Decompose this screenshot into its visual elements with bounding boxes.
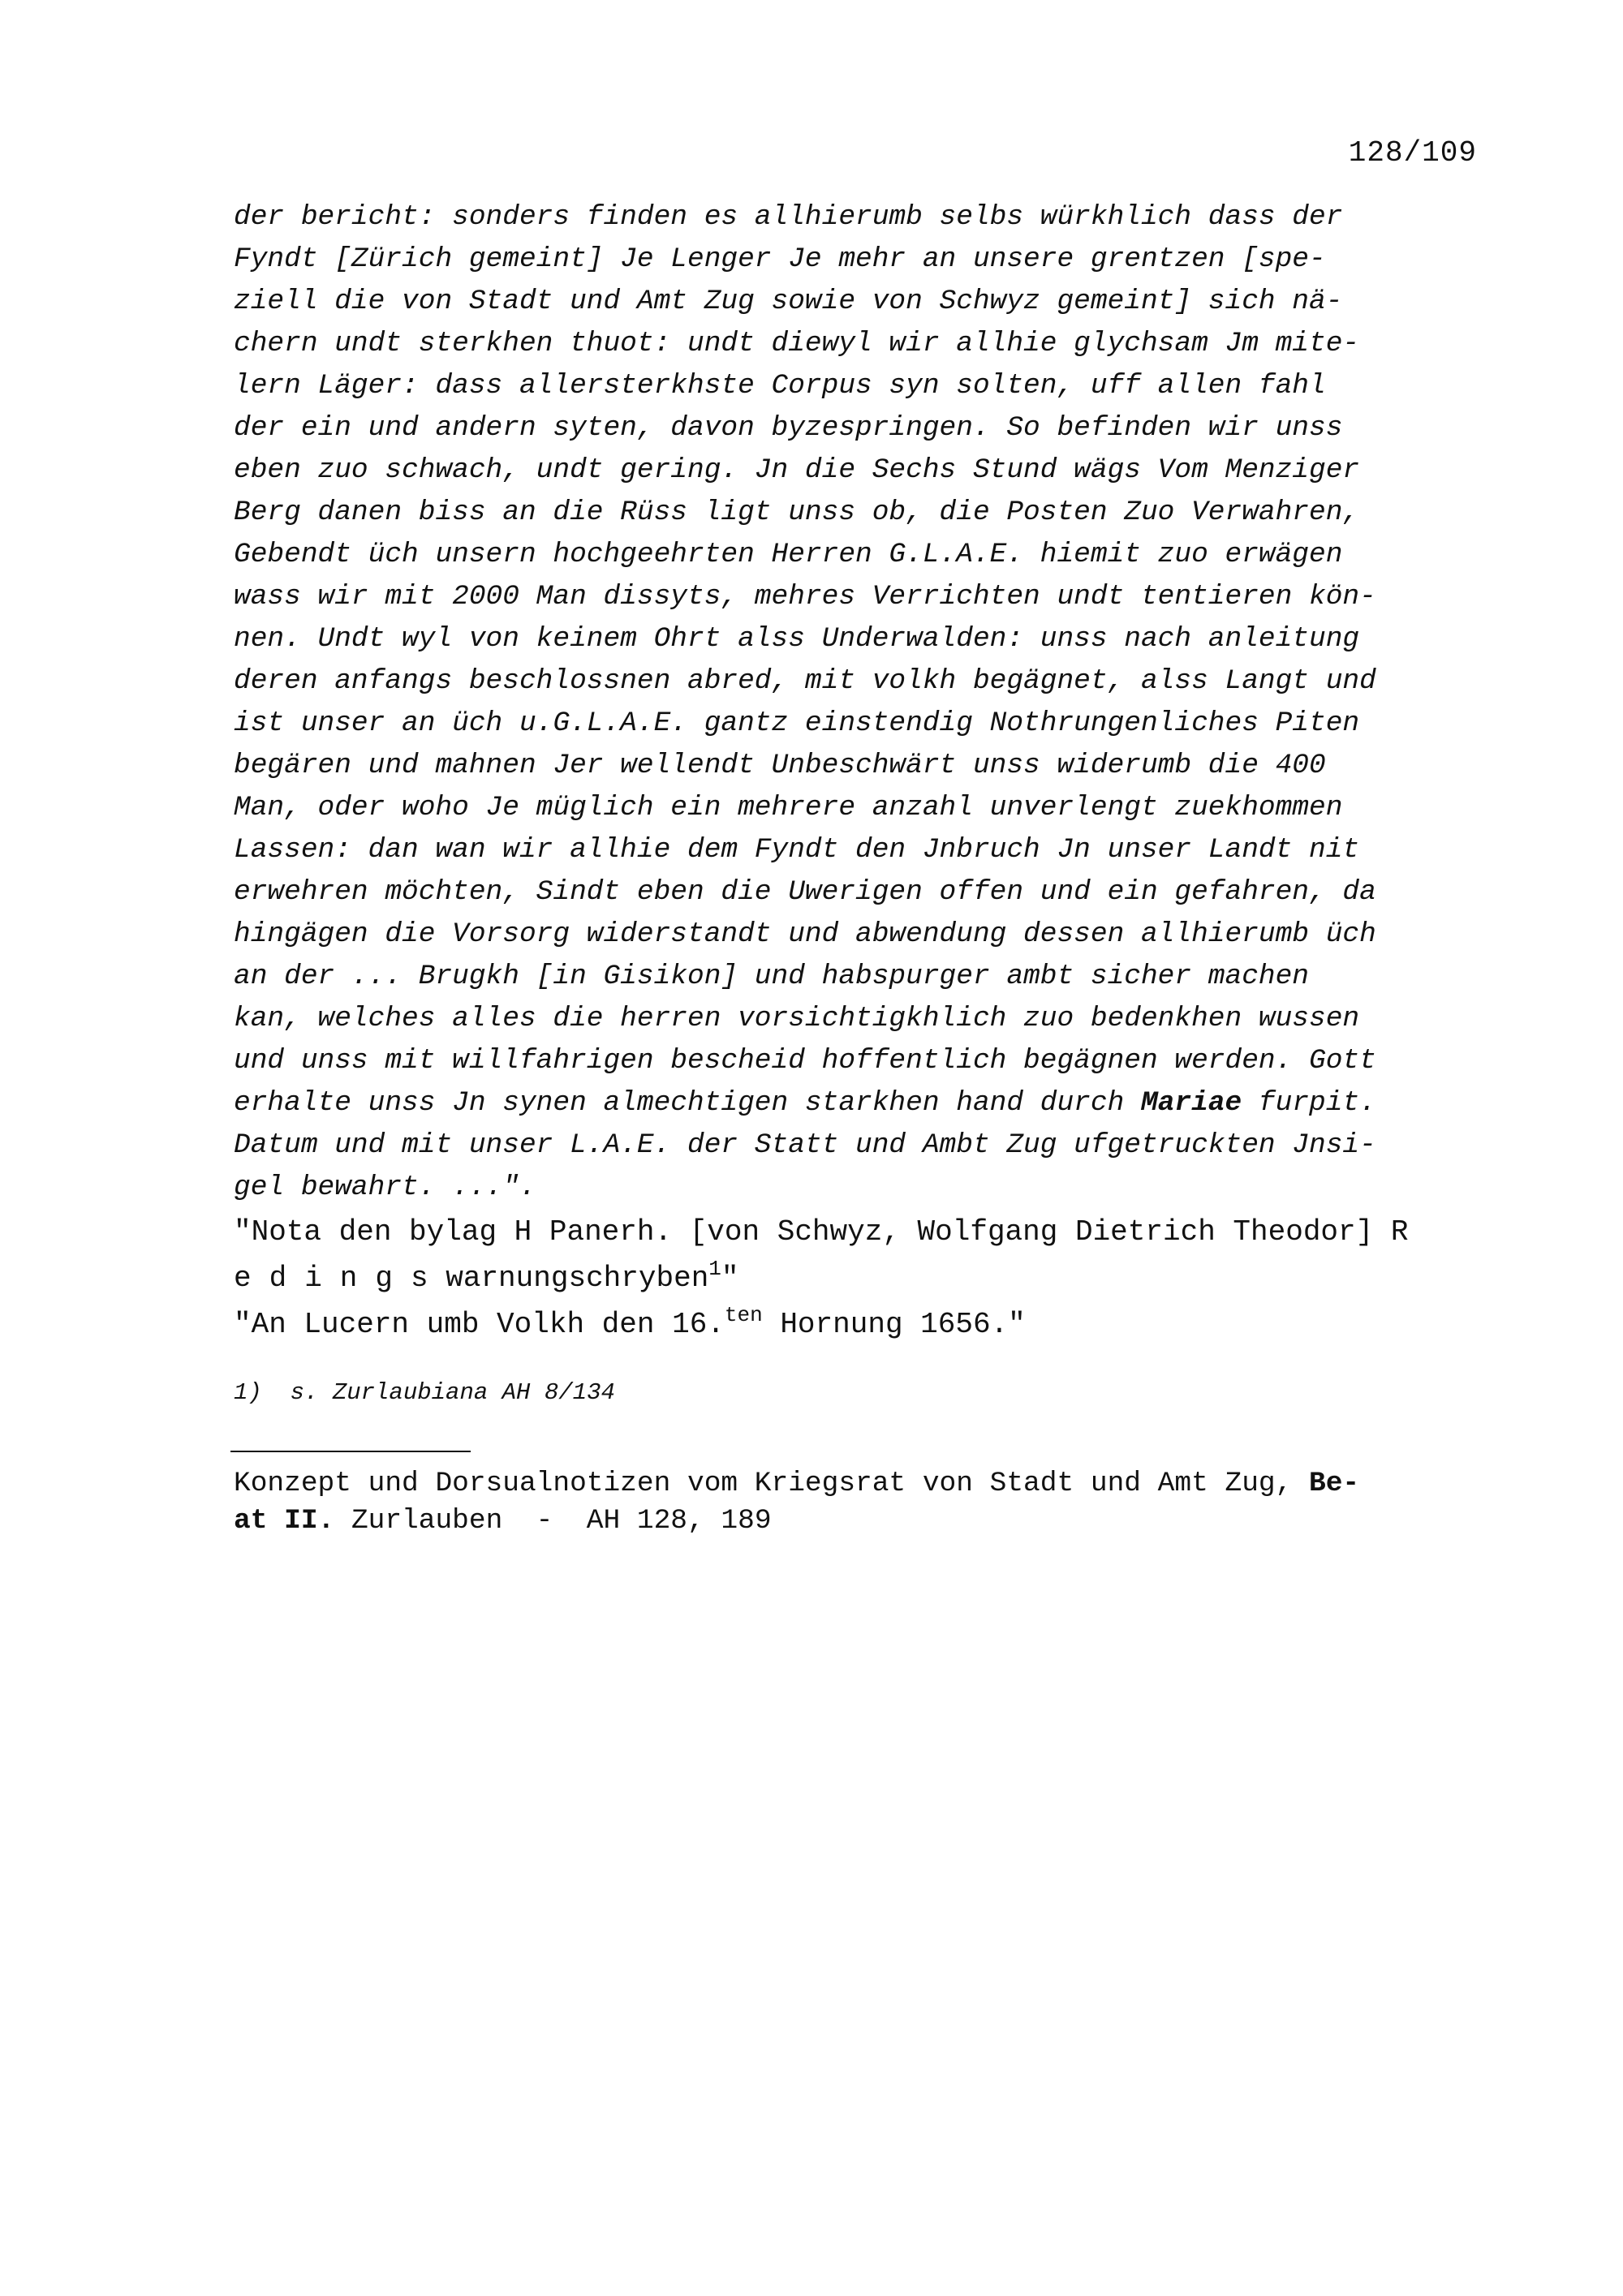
source-line-1 <box>234 1465 1500 1503</box>
nota-rest: s warnungschryben <box>411 1262 709 1295</box>
letter-line: Gebendt üch unsern hochgeehrten Herren G.L.A.E. hiemit zuo erwägen <box>234 539 1343 570</box>
address-before: "An Lucern umb Volkh den 16. <box>234 1308 725 1341</box>
letter-line: Lassen: dan wan wir allhie dem Fyndt den Jnbruch Jn unser Landt nit <box>234 834 1360 866</box>
letter-line: hingägen die Vorsorg widerstandt und abwendung dessen allhierumb üch <box>234 918 1376 950</box>
source-line-2 <box>234 1503 1500 1540</box>
letter-body <box>234 196 1483 1348</box>
letter-line: gel bewahrt. ...". <box>234 1172 536 1203</box>
letter-line: an der ... Brugkh [in Gisikon] und habspurger ambt sicher machen <box>234 961 1310 992</box>
letter-line: Datum und mit unser L.A.E. der Statt und Ambt Zug ufgetruckten Jnsi- <box>234 1129 1376 1161</box>
nota-closing-quote: " <box>721 1262 739 1295</box>
letter-line: ist unser an üch u.G.L.A.E. gantz einstendig Nothrungenliches Piten <box>234 707 1360 739</box>
letter-line: erwehren möchten, Sindt eben die Uwerigen offen und ein gefahren, da <box>234 876 1376 908</box>
letter-line: Man, oder woho Je müglich ein mehrere anzahl unverlengt zuekhommen <box>234 792 1343 823</box>
letter-lines <box>234 196 1483 1082</box>
source-text-2: Zurlauben - AH 128, 189 <box>334 1505 772 1537</box>
letter-line: Fyndt [Zürich gemeint] Je Lenger Je mehr an unsere grentzen [spe- <box>234 243 1326 275</box>
address-superscript: ten <box>724 1303 763 1327</box>
letter-line-mariae <box>234 1082 1483 1124</box>
footnote: 1) s. Zurlaubiana AH 8/134 <box>234 1379 615 1406</box>
footnote-marker: 1 <box>708 1257 721 1281</box>
letter-line: kan, welches alles die herren vorsichtigkhlich zuo bedenkhen wussen <box>234 1003 1360 1034</box>
source-text-1: Konzept und Dorsualnotizen vom Kriegsrat von Stadt und Amt Zug, <box>234 1468 1310 1499</box>
source-bold-2: at II. <box>234 1505 335 1537</box>
letter-lines-end <box>234 1124 1483 1209</box>
mariae-before: erhalte unss Jn synen almechtigen starkhen hand durch <box>234 1087 1141 1119</box>
nota-spaced-name: eding <box>234 1262 411 1295</box>
nota-line-2 <box>234 1255 1483 1301</box>
letter-line: der bericht: sonders finden es allhierumb selbs würkhlich dass der <box>234 201 1343 233</box>
page-number: 128/109 <box>1348 136 1477 170</box>
divider-rule <box>230 1451 471 1452</box>
letter-line: und unss mit willfahrigen bescheid hoffentlich begägnen werden. Gott <box>234 1045 1376 1077</box>
source-bold-1: Be- <box>1309 1468 1360 1499</box>
letter-line: wass wir mit 2000 Man dissyts, mehres Verrichten undt tentieren kön- <box>234 581 1376 613</box>
letter-line: der ein und andern syten, davon byzespringen. So befinden wir unss <box>234 412 1343 444</box>
address-line <box>234 1301 1483 1348</box>
letter-line: lern Läger: dass allersterkhste Corpus syn solten, uff allen fahl <box>234 370 1326 402</box>
letter-line: begären und mahnen Jer wellendt Unbeschwärt unss widerumb die 400 <box>234 750 1326 781</box>
letter-line: deren anfangs beschlossnen abred, mit volkh begägnet, alss Langt und <box>234 665 1376 697</box>
source-note <box>234 1465 1500 1540</box>
address-after: Hornung 1656." <box>762 1308 1026 1341</box>
letter-line: Berg danen biss an die Rüss ligt unss ob, die Posten Zuo Verwahren, <box>234 497 1360 528</box>
letter-line: nen. Undt wyl von keinem Ohrt alss Underwalden: unss nach anleitung <box>234 623 1360 655</box>
mariae-after: furpit. <box>1242 1087 1376 1119</box>
nota-line-1: "Nota den bylag H Panerh. [von Schwyz, Wolfgang Dietrich Theodor] R <box>234 1215 1409 1249</box>
mariae-bold: Mariae <box>1140 1087 1242 1119</box>
letter-line: ziell die von Stadt und Amt Zug sowie von Schwyz gemeint] sich nä- <box>234 286 1343 317</box>
letter-line: eben zuo schwach, undt gering. Jn die Sechs Stund wägs Vom Menziger <box>234 454 1360 486</box>
letter-line: chern undt sterkhen thuot: undt diewyl wir allhie glychsam Jm mite- <box>234 328 1360 359</box>
